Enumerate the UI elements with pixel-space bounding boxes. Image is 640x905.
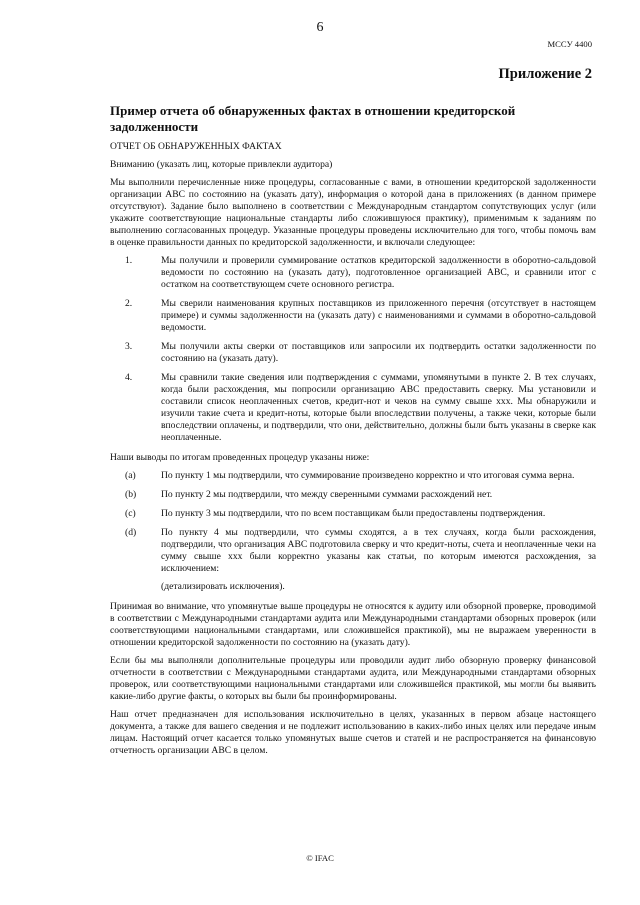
finding-item: [110, 527, 596, 593]
finding-item: [110, 470, 596, 482]
finding-item: [110, 508, 596, 520]
page-number: 6: [316, 20, 324, 35]
procedure-text: Мы получили акты сверки от поставщиков или запросили их подтвердить остатки задолженности по состоянию на (указать дату).: [161, 341, 596, 364]
additional-procedures-paragraph: Если бы мы выполняли дополнительные процедуры или проводили аудит либо обзорную проверку финансовой отчетности в соответствии с Международными стандартами аудита, или Международными стандартами обзорных проверок, или соответствующими национальными стандартами или сложившейся практикой, мы могли бы выявить какие-либо другие факты, о которых вы были бы проинформированы.: [110, 655, 596, 702]
report-heading: ОТЧЕТ ОБ ОБНАРУЖЕННЫХ ФАКТАХ: [110, 141, 282, 152]
appendix-label: Приложение 2: [498, 66, 592, 82]
finding-text: По пункту 4 мы подтвердили, что суммы сходятся, а в тех случаях, когда были расхождения, подтвердили, что организация ABC подготовила сверку и что кредит-ноты, счета и неоплаченные чеки на сумму свыше ххх были корректно указаны как статьи, по которым имеются расхождения, за исключением:: [161, 527, 596, 574]
procedure-item: [110, 372, 596, 444]
restriction-paragraph: Наш отчет предназначен для использования исключительно в целях, указанных в первом абзаце настоящего документа, а также для вашего сведения и не подлежит использованию в каких-либо иных целях или передаче иным лицам. Настоящий отчет касается только упомянутых выше счетов и статей и не распространяется на финансовую отчетность организации ABC в целом.: [110, 709, 596, 756]
document-body: [110, 103, 596, 763]
finding-text: По пункту 3 мы подтвердили, что по всем поставщикам были предоставлены подтверждения.: [161, 508, 546, 519]
finding-marker: (d): [125, 527, 137, 538]
procedure-item: [110, 298, 596, 334]
document-code: МСCУ 4400: [547, 39, 592, 49]
finding-item: [110, 489, 596, 501]
finding-body: [161, 527, 596, 593]
no-assurance-paragraph: Принимая во внимание, что упомянутые выше процедуры не относятся к аудиту или обзорной проверке, проводимой в соответствии с Международными стандартами аудита или Международными стандартами обзорных проверок (или соответствующими национальными стандартами, или сложившейся практикой), мы не выражаем уверенности в отношении кредиторской задолженности по состоянию на (указать дату).: [110, 601, 596, 648]
finding-text: По пункту 2 мы подтвердили, что между сверенными суммами расхождений нет.: [161, 489, 493, 500]
procedure-item: [110, 341, 596, 365]
procedure-number: 1.: [125, 255, 133, 266]
finding-text: По пункту 1 мы подтвердили, что суммирование произведено корректно и что итоговая сумма верна.: [161, 470, 575, 481]
procedure-item: [110, 255, 596, 291]
procedure-number: 3.: [125, 341, 133, 352]
intro-paragraph: Мы выполнили перечисленные ниже процедуры, согласованные с вами, в отношении кредиторской задолженности организации ABC по состоянию на (указать дату), информация о которой дана в приложениях (в данном примере отсутствуют). Задание было выполнено в соответствии с Международным стандартом сопутствующих услуг (или укажите соответствующие национальные стандарты либо сложившуюся практику), применимым к заданиям по выполнению согласованных процедур. Указанные процедуры проведены исключительно для того, чтобы помочь вам в оценке правильности данных по кредиторской задолженности, и включали следующее:: [110, 177, 596, 248]
procedures-list: [110, 255, 596, 444]
finding-exceptions: (детализировать исключения).: [161, 581, 285, 592]
procedure-text: Мы получили и проверили суммирование остатков кредиторской задолженности в оборотно-сальдовой ведомости по состоянию на (указать дату), подготовленное организацией ABC, и сравнили итог с остатком на соответствующем счете основного регистра.: [161, 255, 596, 290]
procedure-text: Мы сравнили такие сведения или подтверждения с суммами, упомянутыми в пункте 2. В тех случаях, когда были расхождения, мы попросили организацию ABC предоставить сверку. Мы установили и составили список неоплаченных счетов, кредит-нот и чеков на сумму свыше ххх. Мы обнаружили и изучили такие счета и кредит-ноты, которые были впоследствии получены, а также чеки, которые были впоследствии оплачены, и подтвердили, что они, действительно, должны были быть указаны в сверке как неоплаченные.: [161, 372, 596, 443]
finding-marker: (a): [125, 470, 136, 481]
findings-intro: Наши выводы по итогам проведенных процедур указаны ниже:: [110, 452, 370, 463]
document-title: Пример отчета об обнаруженных фактах в отношении кредиторской задолженности: [110, 103, 516, 134]
findings-list: [110, 470, 596, 593]
procedure-number: 2.: [125, 298, 133, 309]
attention-line: Вниманию (указать лиц, которые привлекли аудитора): [110, 159, 333, 170]
copyright-footer: © IFAC: [306, 853, 334, 863]
procedure-text: Мы сверили наименования крупных поставщиков из приложенного перечня (отсутствует в настоящем примере) и суммы задолженности на (указать дату) с наименованиями и суммами в оборотно-сальдовой ведомости.: [161, 298, 596, 333]
finding-marker: (c): [125, 508, 136, 519]
procedure-number: 4.: [125, 372, 133, 383]
finding-marker: (b): [125, 489, 137, 500]
